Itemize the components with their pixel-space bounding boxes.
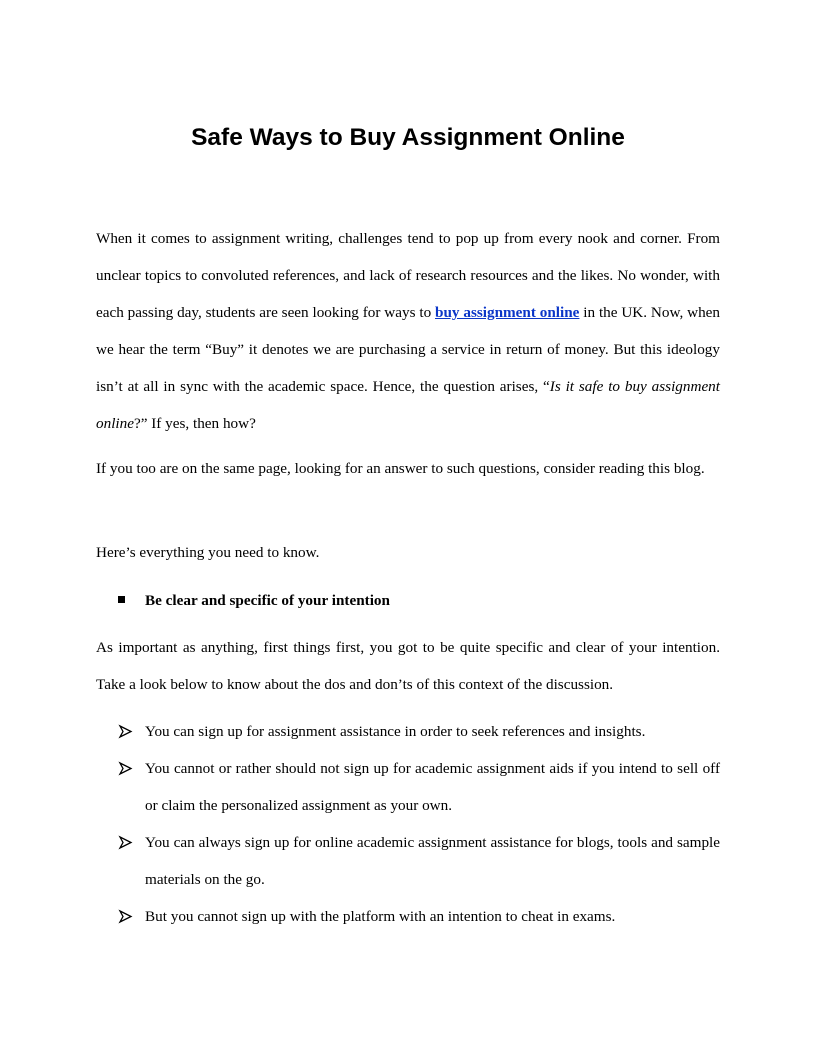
section-heading <box>118 582 720 619</box>
list-item <box>118 824 720 898</box>
arrow-bullet-icon <box>118 898 134 935</box>
intro-question-italic: Is it safe to buy assignment online <box>96 378 720 432</box>
list-item-text: You can sign up for assignment assistance in order to seek references and insights. <box>145 723 646 740</box>
list-item-text: But you cannot sign up with the platform with an intention to cheat in exams. <box>145 908 616 925</box>
same-page-paragraph: If you too are on the same page, looking for an answer to such questions, consider reading this blog. <box>96 460 705 477</box>
arrow-bullet-icon <box>118 824 134 861</box>
page-title: Safe Ways to Buy Assignment Online <box>191 124 625 151</box>
list-item <box>118 898 720 935</box>
buy-assignment-online-link[interactable]: buy assignment online <box>435 304 580 321</box>
intro-text-after-link: in the UK. Now, when we hear the term “Buy” it denotes we are purchasing a service in return of money. But this ideology isn’t at all in sync with the academic space. Hence, the question arises, “ <box>96 304 720 395</box>
arrow-bullet-icon <box>118 713 134 750</box>
list-item-text: You cannot or rather should not sign up for academic assignment aids if you intend to sell off or claim the personalized assignment as your own. <box>145 760 720 814</box>
intro-summary-paragraph: Here’s everything you need to know. <box>96 544 320 561</box>
intro-paragraph <box>96 220 720 442</box>
list-item <box>118 750 720 824</box>
list-item-text: You can always sign up for online academic assignment assistance for blogs, tools and sample materials on the go. <box>145 834 720 888</box>
section-heading-label: Be clear and specific of your intention <box>145 592 390 609</box>
list-item <box>118 713 720 750</box>
intention-paragraph: As important as anything, first things first, you got to be quite specific and clear of your intention. Take a look below to know about the dos and don’ts of this context of the discussion. <box>96 639 720 693</box>
arrow-bullet-icon <box>118 750 134 787</box>
intro-text-before-link: When it comes to assignment writing, challenges tend to pop up from every nook and corner. From unclear topics to convoluted references, and lack of research resources and the likes. No wonder, with each passing day, students are seen looking for ways to <box>96 230 720 321</box>
intro-text-after-question: ?” If yes, then how? <box>133 415 256 432</box>
square-bullet-icon <box>118 596 125 603</box>
